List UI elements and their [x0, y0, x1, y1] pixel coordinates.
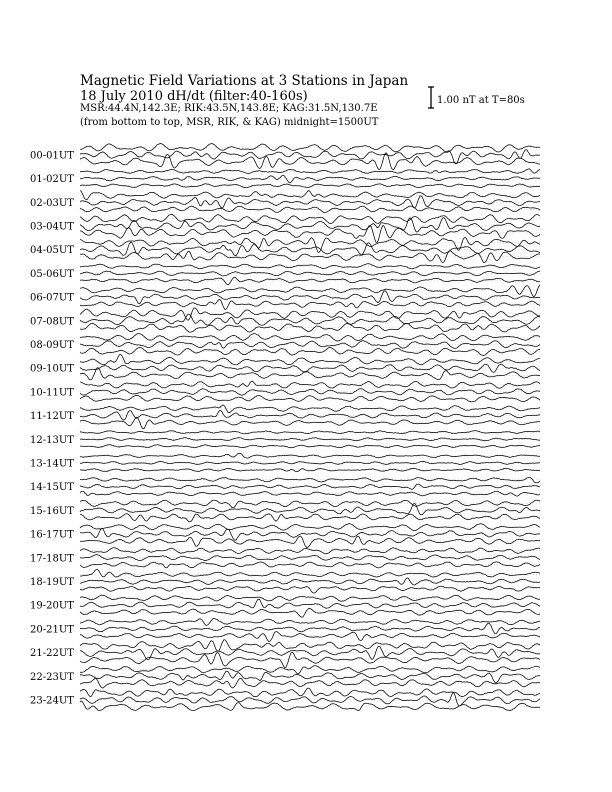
hour-row — [30, 238, 540, 263]
hour-label: 19-20UT — [30, 600, 74, 612]
kag-trace — [80, 354, 540, 365]
msr-trace — [80, 514, 540, 522]
hour-label: 21-22UT — [30, 648, 74, 660]
scale-label: 1.00 nT at T=80s — [437, 95, 525, 106]
hour-label: 13-14UT — [30, 458, 74, 470]
hour-row — [30, 688, 540, 711]
kag-trace — [80, 405, 540, 413]
hour-row — [30, 619, 540, 642]
hour-row — [30, 381, 540, 402]
kag-trace — [80, 169, 540, 174]
kag-trace — [80, 595, 540, 601]
rik-trace — [80, 314, 540, 325]
hour-label: 00-01UT — [30, 150, 74, 162]
rik-trace — [80, 623, 540, 634]
hour-label: 04-05UT — [30, 245, 74, 257]
rik-trace — [80, 196, 540, 208]
hour-row — [30, 640, 540, 668]
msr-trace — [80, 153, 540, 170]
rik-trace — [80, 671, 540, 683]
kag-trace — [80, 381, 540, 388]
hour-row — [30, 548, 540, 568]
hour-row — [30, 431, 540, 448]
hour-row — [30, 453, 540, 471]
rik-trace — [80, 647, 540, 660]
hour-row — [30, 191, 540, 213]
rik-trace — [80, 175, 540, 182]
hour-label: 14-15UT — [30, 482, 74, 494]
kag-trace — [80, 619, 540, 626]
date-filter-line: 18 July 2010 dH/dt (filter:40-160s) — [80, 89, 308, 104]
rik-trace — [80, 150, 540, 164]
kag-trace — [80, 500, 540, 507]
trace-rows — [30, 144, 540, 711]
hour-label: 09-10UT — [30, 363, 74, 375]
station-coordinates: MSR:44.4N,142.3E; RIK:43.5N,143.8E; KAG:31.5N,130.7E — [80, 103, 378, 114]
msr-trace — [80, 632, 540, 642]
rik-trace — [80, 291, 540, 304]
hour-label: 08-09UT — [30, 339, 74, 351]
hour-row — [30, 308, 540, 332]
kag-trace — [80, 640, 540, 652]
rik-trace — [80, 242, 540, 256]
station-order-note: (from bottom to top, MSR, RIK, & KAG) midnight=1500UT — [80, 117, 379, 128]
rik-trace — [80, 484, 540, 489]
hour-row — [30, 595, 540, 617]
hour-label: 23-24UT — [30, 695, 74, 707]
hour-label: 17-18UT — [30, 553, 74, 565]
msr-trace — [80, 562, 540, 568]
msr-trace — [80, 608, 540, 617]
kag-trace — [80, 477, 540, 483]
hour-row — [30, 477, 540, 496]
scale-bar — [428, 87, 434, 108]
kag-trace — [80, 285, 540, 297]
hour-row — [30, 144, 540, 170]
rik-trace — [80, 578, 540, 585]
hour-row — [30, 500, 540, 522]
hour-label: 05-06UT — [30, 268, 74, 280]
rik-trace — [80, 693, 540, 706]
hour-label: 02-03UT — [30, 197, 74, 209]
msr-trace — [80, 277, 540, 285]
hour-label: 06-07UT — [30, 292, 74, 304]
hour-row — [30, 666, 540, 688]
kag-trace — [80, 453, 540, 458]
msr-trace — [80, 536, 540, 548]
msr-trace — [80, 417, 540, 429]
hour-label: 12-13UT — [30, 434, 74, 446]
hour-row — [30, 334, 540, 356]
hour-label: 22-23UT — [30, 671, 74, 683]
kag-trace — [80, 308, 540, 320]
chart-title: Magnetic Field Variations at 3 Stations in Japan — [80, 73, 409, 89]
hour-row — [30, 214, 540, 242]
hour-label: 15-16UT — [30, 505, 74, 517]
hour-label: 18-19UT — [30, 576, 74, 588]
hour-label: 20-21UT — [30, 624, 74, 636]
hour-label: 07-08UT — [30, 316, 74, 328]
hour-row — [30, 285, 540, 310]
hour-row — [30, 169, 540, 188]
rik-trace — [80, 410, 540, 420]
msr-trace — [80, 701, 540, 711]
hour-label: 03-04UT — [30, 221, 74, 233]
msr-trace — [80, 586, 540, 593]
kag-trace — [80, 569, 540, 577]
rik-trace — [80, 528, 540, 540]
hour-label: 16-17UT — [30, 529, 74, 541]
hour-label: 10-11UT — [30, 387, 74, 399]
rik-trace — [80, 599, 540, 608]
hour-row — [30, 405, 540, 429]
hour-row — [30, 264, 540, 285]
hour-row — [30, 524, 540, 548]
hour-label: 11-12UT — [30, 411, 74, 423]
msr-trace — [80, 300, 540, 310]
hour-row — [30, 569, 540, 593]
hour-label: 01-02UT — [30, 174, 74, 186]
rik-trace — [80, 503, 540, 514]
msr-trace — [80, 652, 540, 667]
kag-trace — [80, 666, 540, 674]
kag-trace — [80, 688, 540, 697]
hour-row — [30, 354, 540, 380]
